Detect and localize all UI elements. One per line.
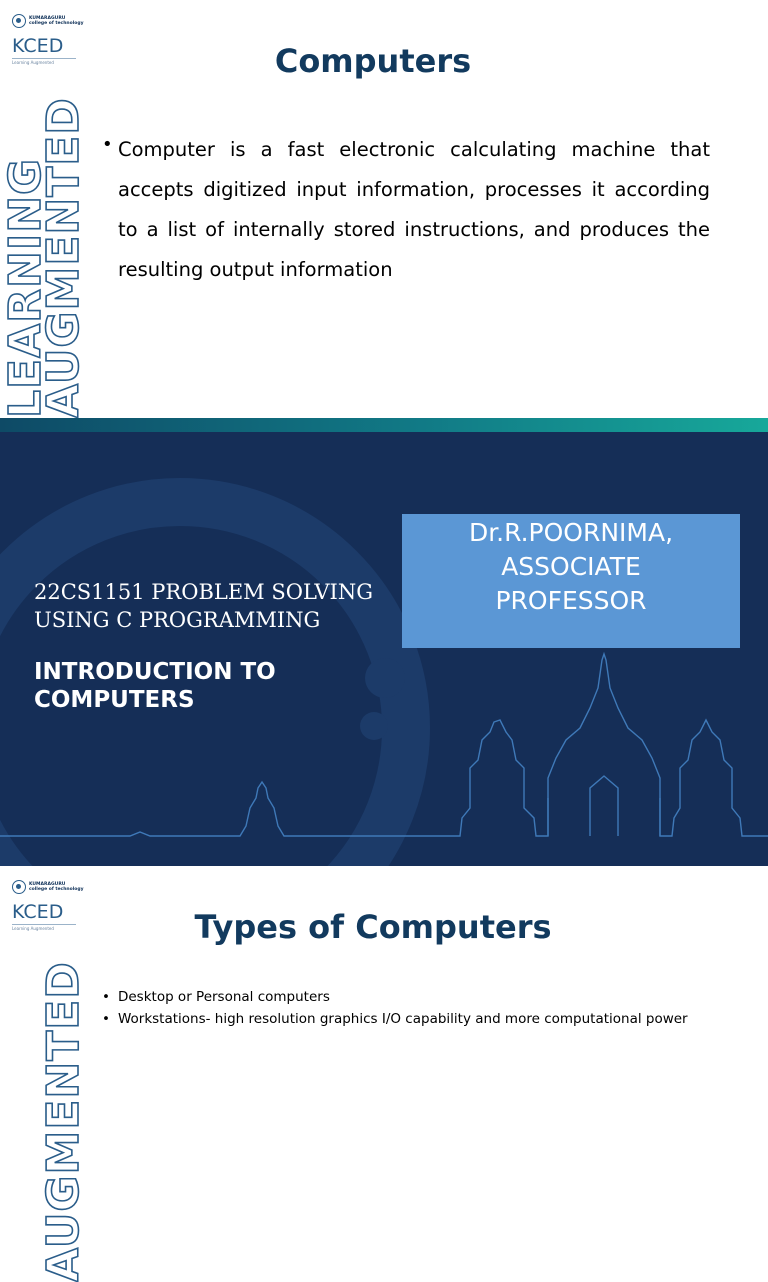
logo-tagline: Learning Augmented bbox=[12, 58, 76, 65]
bullet-text: Computer is a fast electronic calculating machine that accepts digitized input information, processes it according to a list of internally stored instructions, and produces the resulting output information bbox=[118, 138, 710, 281]
logo-brand: KCED bbox=[12, 901, 64, 923]
presenter-title-cont: PROFESSOR bbox=[495, 586, 647, 615]
slide-title-card bbox=[0, 418, 768, 866]
presenter-box bbox=[402, 514, 740, 648]
vertical-word-augmented: AUGMENTED bbox=[38, 961, 89, 1282]
vertical-outline-art bbox=[0, 78, 89, 418]
logo-org-text: KUMARAGURU college of technology bbox=[29, 882, 84, 892]
bullet-dot: • bbox=[102, 134, 113, 155]
presenter-name: Dr.R.POORNIMA, bbox=[468, 518, 674, 547]
list-item: • Workstations- high resolution graphics I/O capability and more computational power bbox=[102, 1008, 688, 1030]
list-item: • Desktop or Personal computers bbox=[102, 986, 688, 1008]
slide-title: Computers bbox=[274, 42, 472, 80]
slide-computers bbox=[0, 0, 768, 418]
slide-title: Types of Computers bbox=[194, 908, 552, 946]
presenter-title: ASSOCIATE bbox=[501, 552, 641, 581]
slide-types-of-computers bbox=[0, 866, 768, 1282]
lecture-heading: INTRODUCTION TO COMPUTERS bbox=[34, 659, 276, 713]
course-code-title: 22CS1151 PROBLEM SOLVING USING C PROGRAMMING bbox=[34, 580, 374, 632]
teal-header-bar bbox=[0, 418, 768, 432]
logo-tagline: Learning Augmented bbox=[12, 924, 76, 931]
vertical-word-augmented: AUGMENTED bbox=[38, 97, 89, 418]
logo-org-text: KUMARAGURU college of technology bbox=[29, 16, 84, 26]
vertical-word-learning: LEARNING bbox=[0, 157, 51, 418]
vertical-outline-art bbox=[0, 942, 89, 1282]
emblem-icon bbox=[12, 880, 26, 894]
logo-brand: KCED bbox=[12, 35, 64, 57]
emblem-icon bbox=[12, 14, 26, 28]
kumaraguru-emblem-row bbox=[12, 880, 84, 894]
bullet-item bbox=[102, 130, 710, 290]
types-list bbox=[102, 986, 688, 1030]
kumaraguru-emblem-row bbox=[12, 14, 84, 28]
